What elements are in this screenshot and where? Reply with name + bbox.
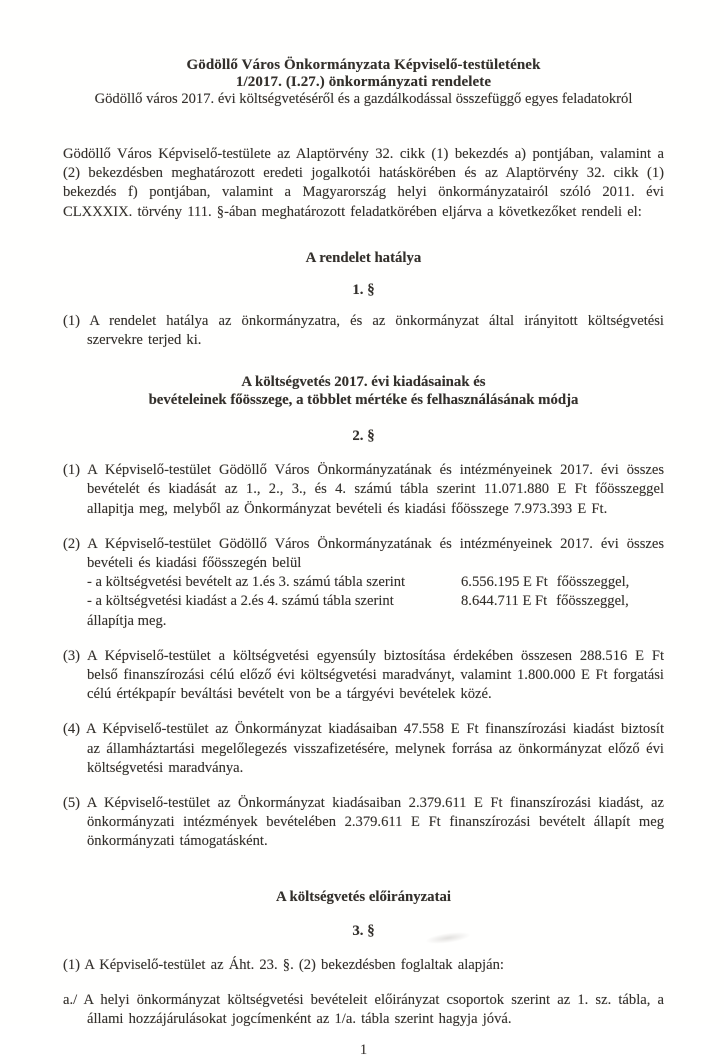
section-2-heading [63,373,664,409]
section-3-number: 3. § [352,922,375,939]
paragraph-label: (3) [63,647,81,664]
section-1-number: 1. § [352,281,375,298]
section-2-number: 2. § [352,428,375,445]
section-2-paragraph-5 [63,794,664,852]
section-2-paragraph-1 [63,461,664,519]
section-3-paragraph-1 [63,956,664,975]
section-2-paragraph-3 [63,647,664,705]
paragraph-text: A Képviselő-testület az Áht. 23. §. (2) bekezdésben foglaltak alapján: [84,956,504,973]
amount-suffix: főösszeggel, [556,574,630,591]
amount-value: 6.556.195 E Ft [461,574,548,591]
section-2-heading-line-1: A költségvetés 2017. évi kiadásainak és [241,374,486,391]
paragraph-text: A Képviselő-testület az Önkormányzat kiadásaiban 2.379.611 E Ft finanszírozási kiadást, az önkormányzati intézmények bevételében 2.379.611 E Ft finanszírozási bevételt állapít meg önkormányzati támogatásként. [86,795,664,850]
section-3-heading: A költségvetés előirányzatai [275,888,452,905]
amount-value: 8.644.711 E Ft [461,593,548,610]
paragraph-text: A Képviselő-testület Gödöllő Város Önkormányzatának és intézményeinek 2017. évi összes bevételi és kiadási főösszegén belül [87,535,665,572]
section-2-paragraph-2-closing: állapítja meg. [87,612,167,629]
section-1-paragraph-1 [63,312,664,350]
budget-revenue-item-row [63,573,664,592]
section-2-paragraph-2 [63,535,664,631]
paragraph-text: A Képviselő-testület a költségvetési egyensúly biztosítása érdekében összesen 288.516 E Ft belső finanszírozási célú előző évi költségvetési maradványt, valamint 1.800.000 E Ft forgatási célú értékpapír beváltási bevételt von be a tárgyévi bevételek közé. [87,647,665,703]
paragraph-text: A helyi önkormányzat költségvetési bevételeit előirányzat csoportok szerint az 1. sz. tábla, a állami hozzájárulásokat jogcímenként az 1/a. tábla szerint hagyja jóvá. [83,991,664,1028]
document-subtitle: Gödöllő város 2017. évi költségvetéséről és a gazdálkodással összefüggő egyes feladatokról [94,91,633,107]
budget-expense-amount [461,592,664,611]
paragraph-label: (1) [63,956,81,973]
page-number: 1 [359,1042,368,1059]
document-title-line-2: 1/2017. (I.27.) önkormányzati rendelete [235,73,492,90]
budget-expense-item-text: - a költségvetési kiadást a 2.és 4. számú tábla szerint [87,593,394,610]
preamble-paragraph: Gödöllő Város Képviselő-testülete az Alaptörvény 32. cikk (1) bekezdés a) pontjában, valamint a (2) bekezdésben meghatározott eredeti jogalkotói hatáskörében és az Alaptörvény 32. cikk (1) bekezdés f) pontjában, valamint a Magyarország helyi önkormányzatairól szóló 2011. évi CLXXXIX. törvény 111. §-ában meghatározott feladatkörében eljárva a következőket rendeli el: [63,146,664,220]
paragraph-text: A rendelet hatálya az önkormányzatra, és az önkormányzat által irányitott költségvetési szervekre terjed ki. [87,312,664,349]
paragraph-label: (2) [63,535,81,552]
section-2-heading-line-2: bevételeinek főösszege, a többlet mértéke és felhasználásának módja [148,392,579,409]
amount-suffix: főösszeggel, [556,593,629,610]
paragraph-text: A Képviselő-testület Gödöllő Város Önkormányzatának és intézményeinek 2017. évi összes bevételét és kiadását az 1., 2., 3., és 4. számú tábla szerint 11.071.880 E Ft főösszeggel allapitja meg, melyből az Önkormányzat bevételi és kiadási főösszege 7.973.393 E Ft. [87,462,665,517]
paragraph-text: A Képviselő-testület az Önkormányzat kiadásaiban 47.558 E Ft finanszírozási kiadást biztosít az államháztartási megelőlegezés visszafizetésére, melynek forrása az önkormányzat előző évi költségvetési maradványa. [85,721,665,776]
budget-revenue-item-text: - a költségvetési bevételt az 1.és 3. számú tábla szerint [87,574,406,591]
paragraph-label: (4) [63,721,81,738]
section-1-heading: A rendelet hatálya [305,249,422,266]
paragraph-label: a./ [63,991,78,1008]
document-title-line-1: Gödöllő Város Önkormányzata Képviselő-testületének [186,57,541,73]
paragraph-label: (1) [63,462,81,479]
budget-revenue-amount [461,573,664,592]
paragraph-label: (1) [63,312,81,329]
budget-expense-item-row [63,592,664,611]
section-2-paragraph-4 [63,720,664,778]
paragraph-label: (5) [63,795,81,812]
section-2-paragraph-2-intro [63,535,664,573]
document-title-block [63,57,664,108]
